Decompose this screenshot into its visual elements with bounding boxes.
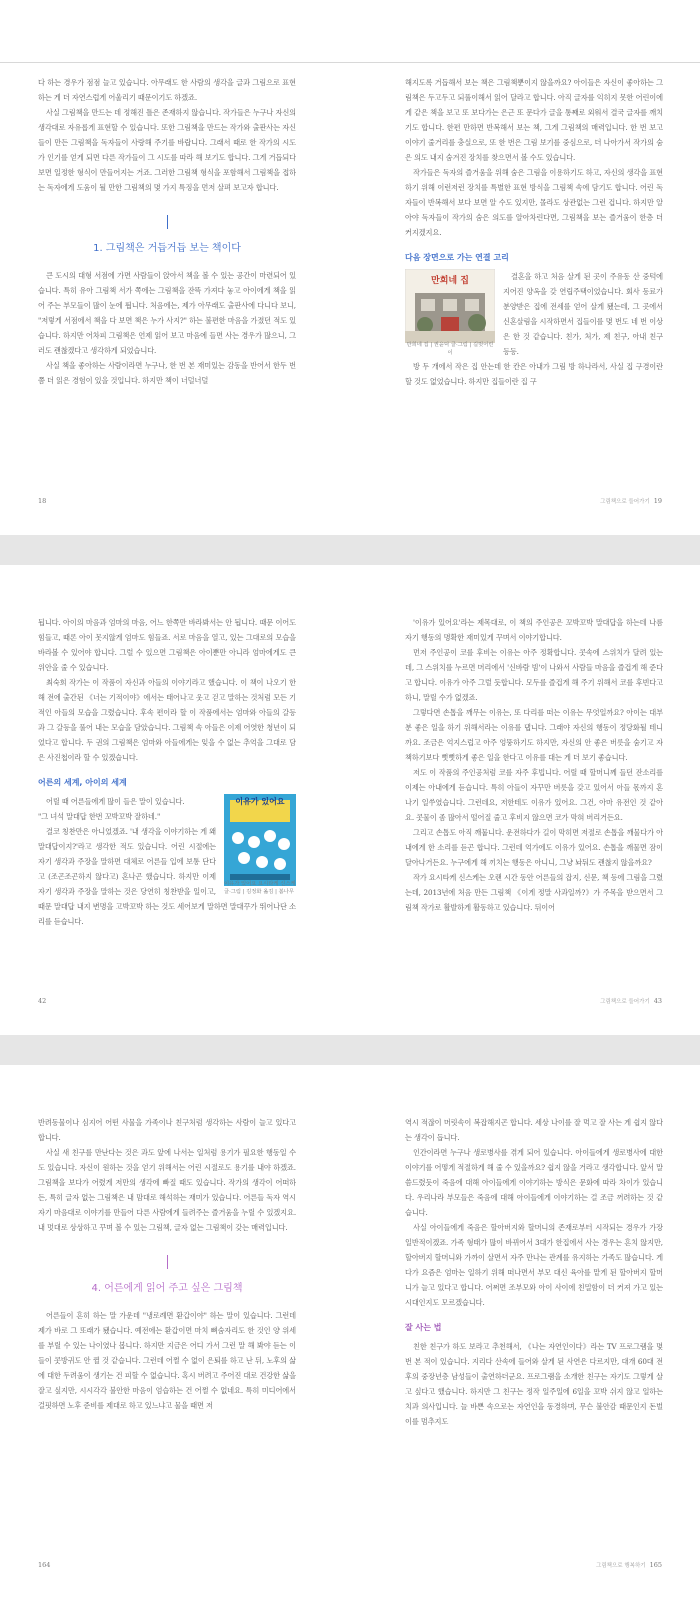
page-number: 42 <box>38 997 47 1005</box>
paragraph: 어른들이 흔히 하는 말 가운데 "냉로례면 환갑이야" 하는 말이 있습니다. 그런데 제가 바로 그 또래가 됐습니다. 예전에는 환갑이면 마치 뼈숨자리도 한 것인 양 위세를 부릴 수 있는 나이였나 봅니다. 하지만 지금은 어디 가서 그런 말 해 봐야 듣는 이들이 콧방귀도 안 뀔 것 같습니다. 그런데 어쩔 수 없이 은퇴를 하고 난 뒤, 노후의 삶에 대한 두려움이 생기는 건 피할 수 없습니다. 혹시 버려고 주어진 대로 건강한 삶을 잘고 싶지만, 시시각각 불안한 마음이 엄습하는 건 어쩔 수 없네요. 특히 미디어에서 걸핏하면 노후 준비를 제대로 하고 있느냐고 물을 때면 저 <box>38 1311 296 1410</box>
page-18 <box>38 75 296 388</box>
paragraph: 작가 요시타케 신스케는 오랜 시간 동안 어른들의 잡지, 신문, 책 등에 그림을 그렸는데, 2013년에 처음 만든 그림책 《이게 정말 사과일까?》가 주목을 받으면서 그림책 작가로 활발하게 활동하고 있습니다. 뒤이어 <box>405 873 663 912</box>
paragraph: 친한 친구가 하도 보라고 추천해서, 《나는 자연인이다》라는 TV 프로그램을 몇 번 본 적이 있습니다. 지리다 산속에 들어와 살게 된 사연은 다르지만, 대개 60대 전후의 중장년층 남성들이 출연하더군요. 프로그램을 소개한 친구는 자기도 그렇게 살고 싶다고 했습니다. 하지만 그 친구는 정작 일주일에 6일을 꼬박 쉬지 않고 일하는 치과 의사입니다. 늘 바쁜 속으로는 자연인을 동경하며, 무슨 불안감 때문인지 돈벌이를 멈추지도 <box>405 1342 663 1426</box>
page-42 <box>38 615 296 929</box>
paragraph: 인간이라면 누구나 생로병사를 겪게 되어 있습니다. 아이들에게 생로병사에 대한 이야기를 어떻게 적절하게 해 줄 수 있을까요? 쉽지 않을 거라고 생각합니다. 앞서 말씀드렸듯이 죽음에 대해 아이들에게 이야기하는 방식은 문화에 따라 차이가 있습니다. 우리나라 부모들은 죽음에 대해 아이들에게 이야기하는 걸 조금 꺼려하는 것 같습니다. <box>405 1148 663 1217</box>
paragraph: 됩니다. 아이의 마음과 엄마의 마음, 어느 한쪽만 바라봐서는 안 됩니다. 때문 이어도 힘들고, 때론 아이 못지않게 엄마도 힘들죠. 서로 마음을 열고, 있는 그대로의 모습을 바라볼 수 있어야 합니다. 그럴 수 있으면 그림책은 아이뿐만 아니라 엄마에게도 큰 위안을 줄 수 있습니다. <box>38 618 296 672</box>
page-18-intro <box>38 75 296 195</box>
paragraph: 저도 이 작품의 주인공처럼 코를 자주 후빕니다. 어릴 때 할머니께 들던 잔소리를 이제는 아내에게 듣습니다. 특히 아들이 자꾸만 버릇을 갖고 있어서 아들 몫까지 혼나기 일쑤였습니다. 그런데요, 저한테도 이유가 있어요. 그건, 아마 유전인 것 같아요. 콧물이 좀 많아서 떨어질 줄고 후비지 않으면 코가 막혀 버리거든요. <box>405 768 663 822</box>
page-165 <box>405 1115 663 1429</box>
figure-caption: 만희네 집 | 권윤덕 글·그림 | 길벗어린이 <box>406 342 494 356</box>
paragraph: 사실 아이들에게 죽음은 할아버지와 할머니의 존재로부터 시작되는 경우가 가장 일반적이겠죠. 가족 형태가 많이 바뀌어서 3대가 한집에서 사는 경우는 흔치 않지만, 할아버지 할머니와 가까이 살면서 자주 만나는 관계를 유지하는 가족도 많습니다. 게다가 요즘은 엄마는 일하기 위해 떠나면서 부모 대신 육아를 맡게 된 할아버지 할머니가 늘고 있다고 합니다. 어쩌면 조부모와 아이 사이에 친밀함이 더 커져 가고 있는 시대인지도 모르겠습니다. <box>405 1223 663 1307</box>
page-164 <box>38 1115 296 1413</box>
spread-3 <box>0 1065 700 1607</box>
paragraph: 그렇다면 손톱을 깨무는 이유는, 또 다리를 떠는 이유는 무엇일까요? 아이는 대부분 좋은 일을 하기 위해서라는 이유를 댑니다. 그래야 자신의 행동이 정당화될 테니까요. 조금은 억지스럽고 아주 엉뚱하기도 하지만, 자신의 안 좋은 버릇을 숨기고 자책하기보다 뻣뻣하게 좋은 일을 한다고 이유를 대는 게 더 보기 좋습니다. <box>405 708 663 762</box>
paragraph: 반려동물이나 심지어 어떤 사물을 가족이나 친구처럼 생각하는 사람이 늘고 있다고 합니다. <box>38 1118 296 1142</box>
book-cover-figure <box>224 794 296 896</box>
paragraph: 역시 적잖이 머릿속이 복잡해지곤 합니다. 세상 나이를 잘 먹고 잘 사는 게 쉽지 않다는 생각이 듭니다. <box>405 1118 663 1142</box>
page-19 <box>405 75 663 389</box>
figure-caption: 이유가 있어요 요시타케 신스케 글·그림 | 김정화 옮김 | 봄나무 <box>224 881 296 895</box>
running-head: 그림책으로 들어가기 <box>600 999 650 1005</box>
running-head: 그림책으로 들어가기 <box>600 499 650 505</box>
paragraph: 해지도록 거듭해서 보는 책은 그림책뿐이지 않을까요? 아이들은 자신이 좋아하는 그림책은 두고두고 되풀이해서 읽어 달라고 합니다. 아직 글자를 익히지 못한 어린이에게 같은 책을 보고 또 보다가는 은근 또 문다가 글을 통째로 외워서 결국 글자를 깨치기도 합니다. 한편 만하면 반복해서 보는 책, 그게 그림책의 매력입니다. 한 번 보고 이야기 줄거리를 충실으로, 또 한 번은 그림 보기를 중심으로, 더 나아가서 작가의 숨은 의도 내지 숨겨진 장치를 찾으면서 볼 수도 있습니다. <box>405 78 663 162</box>
paragraph: 작가들은 독자의 즐거움을 위해 숨은 그림을 이용하기도 하고, 자신의 생각을 표현하기 위해 이런저런 장치를 특별한 표현 방식을 그림책 속에 담기도 합니다. 어린 독자들이 반복해서 보다 보면 알 수도 있지만, 몰라도 상관없는 그런 겁니다. 하지만 알아야 독자들이 작가의 숨은 의도를 알아차린다면, 그림책을 보는 즐거움이 한층 더 커지겠지요. <box>405 168 663 237</box>
paragraph: '이유가 있어요'라는 제목대로, 이 책의 주인공은 꼬박꼬박 말대답을 하는데 나름 자기 행동의 명확한 재미있게 꾸며서 이야기합니다. <box>405 618 663 642</box>
spread-1 <box>0 0 700 535</box>
page-number: 18 <box>38 497 47 505</box>
paragraph: 다 하는 경우가 점점 늘고 있습니다. 아무래도 한 사람의 생각을 글과 그림으로 표현하는 게 더 자연스럽게 어울리기 때문이기도 하겠죠. <box>38 78 296 102</box>
section-marker <box>167 215 168 229</box>
paragraph: 어릴 때 어른들에게 많이 들은 말이 있습니다. <box>46 797 185 806</box>
paragraph: 결혼을 하고 처음 살게 된 곳이 주유동 산 중턱에 지어진 양옥을 갖 연립주택이었습니다. 회사 동료가 분양받은 집에 전세를 얻어 살게 됐는데, 그 곳에서 신혼살림을 시작하면서 집들이를 몇 번도 네 번 이상은 한 것 같습니다. 친가, 처가, 제 친구, 아내 친구 등등. <box>503 272 663 356</box>
cover-title: 만희네 집 <box>431 276 469 286</box>
spread-2 <box>0 565 700 1035</box>
section-marker <box>167 1255 168 1269</box>
sub-heading: 잘 사는 법 <box>405 1323 442 1332</box>
paragraph: 사실 새 친구를 만난다는 것은 과도 앞에 나서는 일처럼 용기가 필요한 행동일 수도 있습니다. 자신이 원하는 것을 얻기 위해서는 어린 시절로도 용기를 내야 하겠죠. 그림책을 보다가 어렸게 저만의 생각에 빠질 때도 있습니다. 작가의 생각이 어떠하든, 특히 글자 없는 그림책은 내 맘대로 해석하는 재미가 있습니다. 어른들 독자 역시 자기 마음대로 이야기를 만들어 다른 사람에게 들려주는 즐거움을 누릴 수 있겠지요. 내 멋대로 상상하고 꾸며 볼 수 있는 그림책, 글자 없는 그림책이 갖는 매력입니다. <box>38 1148 296 1232</box>
paragraph: 최숙희 작가는 이 작품이 자신과 아들의 이야기라고 했습니다. 이 책이 나오기 한 해 전에 출간된 《너는 기적이야》에서는 태어나고 웃고 걷고 말하는 것처럼 모든 기적인 아들의 모습을 그렸습니다. 후속 편이라 할 이 작품에서는 엄마와 아들의 갈등과 그 갈등을 풀어 내는 모습을 담았습니다. 그림책 속 아들은 이제 어엿한 청년이 되었다고 합니다. 두 권의 그림책은 엄마와 아들에게는 잊을 수 없는 추억을 그대로 담은 사진첩이라 할 수 있겠습니다. <box>38 678 296 762</box>
page-number: 그림책으로 들어가기 43 <box>600 997 662 1005</box>
top-rule <box>0 62 700 63</box>
paragraph: 방 두 개에서 작은 집 안는데 한 칸은 아내가 그림 방 하나라서, 사실 집 구경이란 할 것도 없었습니다. 하지만 집들이란 집 구 <box>405 362 663 386</box>
book-cover-image <box>224 794 296 886</box>
running-head: 그림책으로 행복하기 <box>596 1563 646 1569</box>
paragraph: 큰 도시의 대형 서점에 가면 사람들이 앉아서 책을 볼 수 있는 공간이 마련되어 있습니다. 특히 유아 그림책 서가 쪽에는 그림책을 잔뜩 가져다 놓고 아이에게 책을 읽어 주는 부모들이 많이 눈에 띕니다. 처음에는, 제가 아무래도 출판사에 다니다 보니, "저렇게 서점에서 책을 다 보면 책은 누가 사지?" 하는 불편한 마음을 가졌던 적도 있습니다. 하지만 어차피 그림책은 언제 읽어 보고 마음에 들면 사는 경우가 많으니, 그러도 괜찮겠다고 생각하게 되었습니다. <box>38 271 296 355</box>
paragraph: 그리고 손톱도 아직 깨뭅니다. 운전하다가 길이 막히면 저절로 손톱을 깨물다가 아내에게 한 소리를 듣곤 합니다. 그런데 억가에도 이유가 있어요. 손톱을 깨물면 잠이 달아나거든요. 누구에게 해 끼치는 행동은 아니니, 그냥 놔둬도 괜찮지 않을까요? <box>405 828 663 867</box>
page-number: 164 <box>38 1561 51 1569</box>
page-number: 그림책으로 행복하기 165 <box>596 1561 662 1569</box>
cover-title: 이유가 있어요 <box>235 797 285 806</box>
page-number: 그림책으로 들어가기 19 <box>600 497 662 505</box>
paragraph: 먼저 주인공이 코를 후비는 이유는 아주 정확합니다. 콧속에 스위치가 달려 있는데, 그 스위치를 누르면 머리에서 '신바람 빔'이 나와서 사람들 마음을 즐겁게 해 준다고 합니다. 이유가 아주 그럴 듯합니다. 모두를 즐겁게 해 주기 위해서 코를 후빈다고 하니, 말릴 수가 없겠죠. <box>405 648 663 702</box>
paragraph: 사실 그림책을 만드는 데 정해진 틀은 존재하지 않습니다. 작가들은 누구나 자신의 생각대로 자유롭게 표현할 수 있습니다. 또한 그림책을 만드는 작가와 출판사는 자신들이 만든 그림책을 독자들이 사랑해 주기를 바랍니다. 그래서 때로 한 작가의 시도가 인기를 얻게 되면 다른 작가들이 그 시도를 따라 해 보기도 합니다. 그게 거듭되다 보면 일정한 형식이 만들어지는 거죠. 그러한 그림책 형식을 포함해서 그림책을 접하는 독자에게 도움이 될 만한 그림책의 몇 가지 특징을 먼저 살펴 보고자 합니다. <box>38 108 296 192</box>
paragraph: 사실 책을 좋아하는 사람이라면 누구나, 한 번 본 재미있는 감동을 반어서 한두 번쯤 더 읽은 경험이 있을 것입니다. 하지만 책이 너덜너덜 <box>38 361 296 385</box>
quote: "그 녀석 말대답 한번 꼬박꼬박 잘하네." <box>38 812 161 821</box>
sub-heading: 다음 장면으로 가는 연결 고리 <box>405 253 509 262</box>
sub-heading: 어른의 세계, 아이의 세계 <box>38 778 127 787</box>
paragraph: 결코 칭찬만은 아니었겠죠. '내 생각을 이야기하는 게 왜 말대답이지?'라고 생각한 적도 있습니다. 어린 시절에는 자기 생각과 주장을 말하면 대체로 어른들 입에 보통 단다고 (조곤조곤하지 않다고) 혼나곤 했습니다. 하지만 이제 자기 생각과 주장을 말하는 것은 당연히 칭찬받을 일이고, 때문 말대답 내지 변명을 고박꼬박 하는 것도 세어보게 말하면 말대꾸가 뛰어나단 소리를 듣습니다. <box>38 827 296 926</box>
page-43 <box>405 615 663 915</box>
book-cover-figure <box>405 269 495 357</box>
section-title: 1. 그림책은 거듭거듭 보는 책이다 <box>93 243 241 254</box>
section-title: 4. 어른에게 읽어 주고 싶은 그림책 <box>91 1283 243 1294</box>
